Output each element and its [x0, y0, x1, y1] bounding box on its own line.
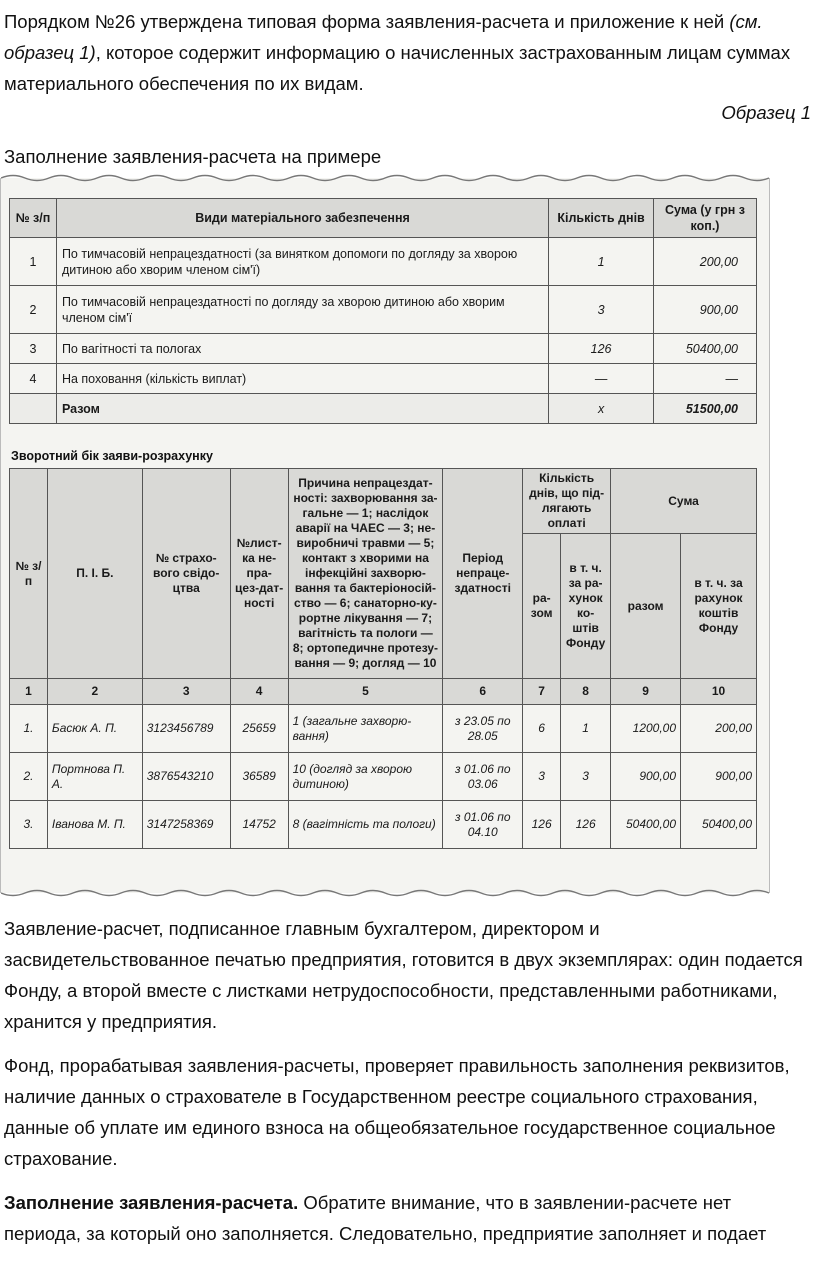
paragraph: [4, 1187, 809, 1249]
row-sum: 200,00: [654, 238, 757, 286]
row-days-fund: 3: [561, 753, 611, 801]
col-header-sum: Сума: [611, 469, 757, 534]
column-index: 1: [10, 679, 48, 705]
column-index: 6: [443, 679, 523, 705]
col-header-sum-total: разом: [611, 534, 681, 679]
col-header-number: № з/п: [10, 199, 57, 238]
column-index-row: [10, 679, 757, 705]
sample-form-scan: [0, 178, 770, 893]
column-index: 5: [288, 679, 443, 705]
column-index: 8: [561, 679, 611, 705]
torn-edge-bottom: [1, 886, 769, 900]
col-header-name: П. І. Б.: [47, 469, 142, 679]
row-period: з 01.06 по 03.06: [443, 753, 523, 801]
row-support-type: По тимчасовій непрацездатності (за винятком допомоги по догляду за хворою дитиною або хворим членом сім'ї): [56, 238, 548, 286]
row-name: Портнова П. А.: [47, 753, 142, 801]
row-days-fund: 126: [561, 801, 611, 849]
column-index: 4: [230, 679, 288, 705]
table-row: [10, 705, 757, 753]
table-row: [10, 238, 757, 286]
table-row: [10, 364, 757, 394]
col-header-reason: Причина непрацездат-ності: захворювання за-гальне — 1; наслідок аварії на ЧАЕС — 3; не-виробничі травми — 5; контакт з хворими на інфекційні захворю-вання та бактеріоносій-ство — 6; санаторно-ку-рортне лікування — 7; вагітність та пологи — 8; ортопедичне протезу-вання — 9; догляд — 10: [288, 469, 443, 679]
row-sick-sheet: 14752: [230, 801, 288, 849]
row-days: —: [549, 364, 654, 394]
row-days-total: 3: [523, 753, 561, 801]
row-sum-fund: 900,00: [681, 753, 757, 801]
col-header-days-total: ра-зом: [523, 534, 561, 679]
table-header-row: [10, 199, 757, 238]
row-sum: 50400,00: [654, 334, 757, 364]
paragraph: Фонд, прорабатывая заявления-расчеты, проверяет правильность заполнения реквизитов, наличие данных о страхователе в Государственном реестре социального страхования, данные об уплате им единого взноса на общеобязательное государственное социальное страхование.: [4, 1055, 790, 1169]
total-sum: 51500,00: [654, 394, 757, 424]
total-days: х: [549, 394, 654, 424]
row-name: Іванова М. П.: [47, 801, 142, 849]
total-label: Разом: [56, 394, 548, 424]
row-days-total: 6: [523, 705, 561, 753]
row-insurance-cert: 3147258369: [142, 801, 230, 849]
intro-text-2: , которое содержит информацию о начисленных застрахованным лицам суммах материального обеспечения по их видам.: [4, 42, 791, 94]
reverse-side-table: [9, 468, 757, 849]
table-row: [10, 801, 757, 849]
col-header-days: Кількість днів: [549, 199, 654, 238]
row-days: 1: [549, 238, 654, 286]
row-days-fund: 1: [561, 705, 611, 753]
row-period: з 01.06 по 04.10: [443, 801, 523, 849]
paragraph-text: Обратите внимание, что в заявлении-расчете нет периода, за который оно заполняется. Следовательно, предприятие заполняет и подает: [4, 1192, 767, 1244]
column-index: 10: [681, 679, 757, 705]
column-index: 2: [47, 679, 142, 705]
row-sum-total: 1200,00: [611, 705, 681, 753]
column-index: 9: [611, 679, 681, 705]
body-text: [4, 913, 809, 1262]
paragraph-lead: Заполнение заявления-расчета.: [4, 1192, 299, 1213]
row-support-type: По вагітності та пологах: [56, 334, 548, 364]
row-support-type: По тимчасовій непрацездатності по догляду за хворою дитиною або хворим членом сім'ї: [56, 286, 548, 334]
table-row: [10, 753, 757, 801]
col-header-sum: Сума (у грн з коп.): [654, 199, 757, 238]
subheading: Заполнение заявления-расчета на примере: [4, 146, 382, 167]
row-sum: 900,00: [654, 286, 757, 334]
intro-paragraph: [4, 6, 809, 99]
paragraph: Заявление-расчет, подписанное главным бухгалтером, директором и засвидетельствованное печатью предприятия, готовится в двух экземплярах: один подается Фонду, а второй вместе с листками нетрудоспособности, представленными работниками, хранится у предприятия.: [4, 918, 803, 1032]
col-header-insurance-cert: № страхо-вого свідо-цтва: [142, 469, 230, 679]
column-index: 7: [523, 679, 561, 705]
table-header-row: [10, 469, 757, 534]
row-sum-fund: 200,00: [681, 705, 757, 753]
row-sum-fund: 50400,00: [681, 801, 757, 849]
row-number: 2: [10, 286, 57, 334]
sample-label: Образец 1: [721, 102, 811, 123]
row-support-type: На поховання (кількість виплат): [56, 364, 548, 394]
total-number-cell: [10, 394, 57, 424]
row-number: 2.: [10, 753, 48, 801]
row-days: 126: [549, 334, 654, 364]
table-row: [10, 334, 757, 364]
reverse-side-caption: Зворотний бік заяви-розрахунку: [11, 449, 213, 463]
col-header-sum-fund: в т. ч. за рахунок коштів Фонду: [681, 534, 757, 679]
row-reason: 8 (вагітність та пологи): [288, 801, 443, 849]
col-header-sick-sheet: №лист-ка не-пра-цез-дат-ності: [230, 469, 288, 679]
row-insurance-cert: 3123456789: [142, 705, 230, 753]
row-name: Басюк А. П.: [47, 705, 142, 753]
col-header-support-type: Види матеріального забезпечення: [56, 199, 548, 238]
row-number: 1.: [10, 705, 48, 753]
row-sick-sheet: 25659: [230, 705, 288, 753]
row-number: 3.: [10, 801, 48, 849]
col-header-paid-days: Кількість днів, що під-лягають оплаті: [523, 469, 611, 534]
table-total-row: [10, 394, 757, 424]
row-days: 3: [549, 286, 654, 334]
row-number: 3: [10, 334, 57, 364]
row-reason: 10 (догляд за хворою дитиною): [288, 753, 443, 801]
table-row: [10, 286, 757, 334]
col-header-days-fund: в т. ч. за ра-хунок ко-штів Фонду: [561, 534, 611, 679]
col-header-number: № з/п: [10, 469, 48, 679]
row-sum-total: 50400,00: [611, 801, 681, 849]
row-insurance-cert: 3876543210: [142, 753, 230, 801]
intro-sample-reference: (см. образец 1): [4, 11, 763, 63]
row-sum-total: 900,00: [611, 753, 681, 801]
row-sum: —: [654, 364, 757, 394]
col-header-period: Період непраце-здатності: [443, 469, 523, 679]
row-reason: 1 (загальне захворю-вання): [288, 705, 443, 753]
column-index: 3: [142, 679, 230, 705]
material-support-table: [9, 198, 757, 424]
row-number: 1: [10, 238, 57, 286]
row-period: з 23.05 по 28.05: [443, 705, 523, 753]
row-number: 4: [10, 364, 57, 394]
torn-edge-top: [1, 171, 769, 185]
row-days-total: 126: [523, 801, 561, 849]
intro-text-1: Порядком №26 утверждена типовая форма заявления-расчета и приложение к ней: [4, 11, 730, 32]
row-sick-sheet: 36589: [230, 753, 288, 801]
